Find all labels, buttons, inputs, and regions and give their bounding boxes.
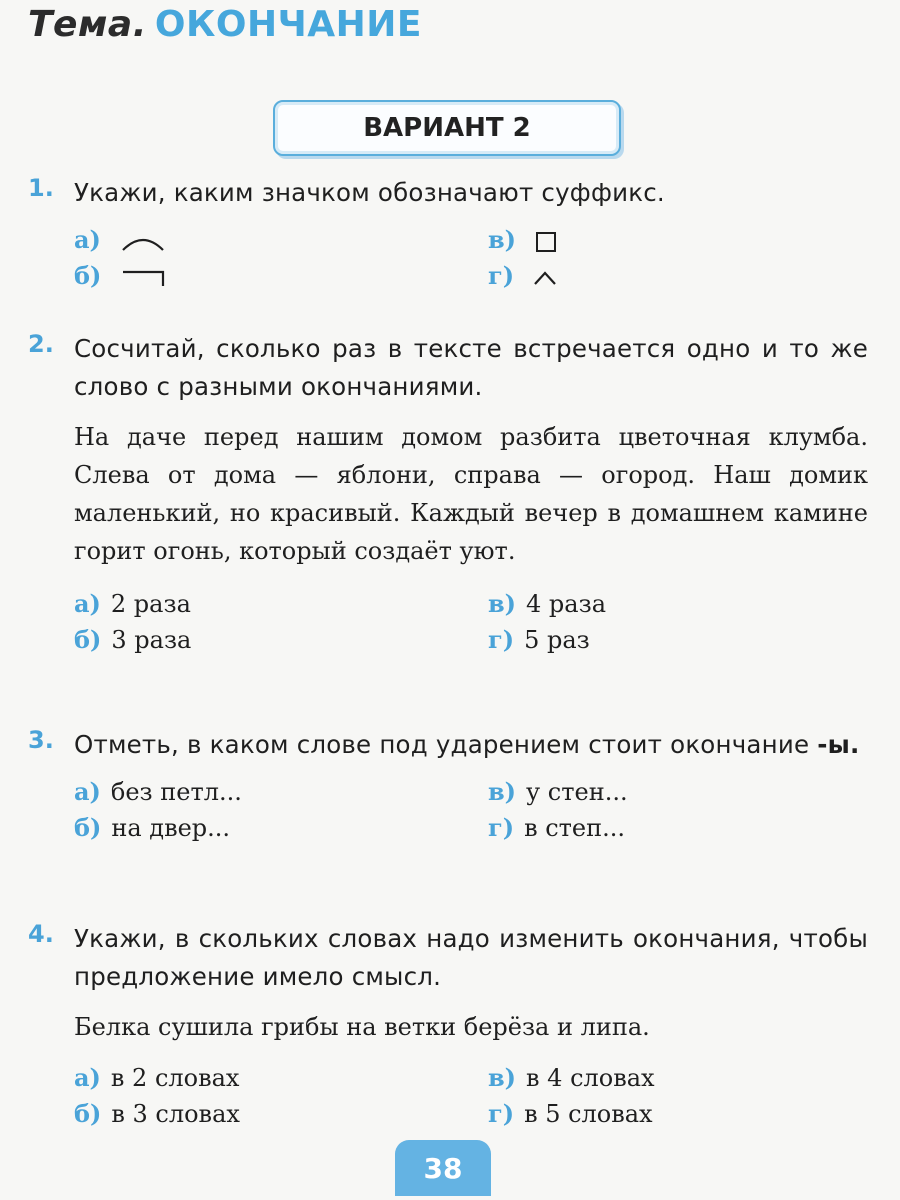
variant-title: ВАРИАНТ 2 [273, 100, 621, 156]
question-text: Укажи, в скольких словах надо изменить окончания, чтобы предложение имело смысл. [74, 924, 868, 991]
option-letter: в) [488, 777, 517, 806]
passage-text: Белка сушила грибы на ветки берёза и липа. [74, 1013, 650, 1041]
answer-option-b[interactable] [74, 622, 191, 658]
answer-option-b[interactable] [74, 258, 167, 294]
option-letter: б) [74, 261, 102, 290]
answer-option-v[interactable] [488, 774, 628, 810]
option-text: на двер... [111, 814, 231, 842]
option-text: в 5 словах [524, 1100, 653, 1128]
option-text: 2 раза [110, 590, 191, 618]
option-text: 5 раз [524, 626, 590, 654]
page-header [28, 4, 422, 45]
option-letter: б) [74, 813, 102, 842]
option-text: у стен... [526, 778, 628, 806]
answer-option-g[interactable] [488, 1096, 653, 1132]
option-text: в 4 словах [526, 1064, 655, 1092]
question-3 [28, 726, 868, 848]
option-text: 4 раза [526, 590, 606, 618]
question-number: 1. [28, 174, 54, 202]
answer-options [74, 222, 868, 296]
answer-option-a[interactable] [74, 586, 191, 622]
answer-options [74, 774, 868, 848]
option-letter: в) [488, 1063, 517, 1092]
answer-options [74, 586, 868, 660]
option-text: 3 раза [111, 626, 192, 654]
option-letter: г) [488, 1099, 515, 1128]
question-2 [28, 330, 868, 660]
topic-label: Тема. [28, 4, 147, 45]
caret-mark-icon [532, 266, 558, 290]
topic-title: ОКОНЧАНИЕ [154, 4, 422, 45]
square-mark-icon [534, 230, 558, 254]
option-text: без петл... [110, 778, 242, 806]
answer-option-a[interactable] [74, 774, 242, 810]
option-letter: б) [74, 1099, 102, 1128]
option-letter: в) [488, 589, 517, 618]
answer-option-b[interactable] [74, 810, 230, 846]
question-1 [28, 174, 868, 296]
question-text: Укажи, каким значком обозначают суффикс. [74, 178, 665, 207]
option-letter: г) [488, 813, 515, 842]
question-number: 3. [28, 726, 54, 754]
answer-option-v[interactable] [488, 222, 558, 258]
answer-option-g[interactable] [488, 258, 558, 294]
option-letter: г) [488, 625, 515, 654]
answer-option-g[interactable] [488, 810, 625, 846]
answer-option-b[interactable] [74, 1096, 240, 1132]
question-4 [28, 920, 868, 1134]
corner-mark-icon [119, 266, 167, 290]
arc-mark-icon [119, 230, 167, 254]
question-number: 4. [28, 920, 54, 948]
page-number: 38 [395, 1140, 491, 1196]
option-letter: г) [488, 261, 515, 290]
question-text-main: Отметь, в каком слове под ударением стоит окончание [74, 730, 818, 759]
question-ending: -ы. [817, 730, 860, 759]
question-text [74, 726, 868, 764]
answer-option-g[interactable] [488, 622, 590, 658]
option-letter: а) [74, 589, 101, 618]
option-letter: а) [74, 777, 101, 806]
passage-text: На даче перед нашим домом разбита цветочная клумба. Слева от дома — яблони, справа — огород. Наш домик маленький, но красивый. Каждый вечер в домашнем камине горит огонь, который создаёт уют. [74, 423, 868, 565]
answer-option-a[interactable] [74, 1060, 239, 1096]
option-text: в 2 словах [110, 1064, 240, 1092]
option-letter: в) [488, 225, 517, 254]
option-text: в степ... [524, 814, 626, 842]
question-number: 2. [28, 330, 54, 358]
option-letter: а) [74, 1063, 101, 1092]
answer-options [74, 1060, 868, 1134]
answer-option-v[interactable] [488, 1060, 655, 1096]
question-text: Сосчитай, сколько раз в тексте встречается одно и то же слово с разными окончаниями. [74, 334, 868, 401]
option-letter: а) [74, 225, 101, 254]
option-letter: б) [74, 625, 102, 654]
option-text: в 3 словах [111, 1100, 240, 1128]
answer-option-v[interactable] [488, 586, 606, 622]
answer-option-a[interactable] [74, 222, 167, 258]
